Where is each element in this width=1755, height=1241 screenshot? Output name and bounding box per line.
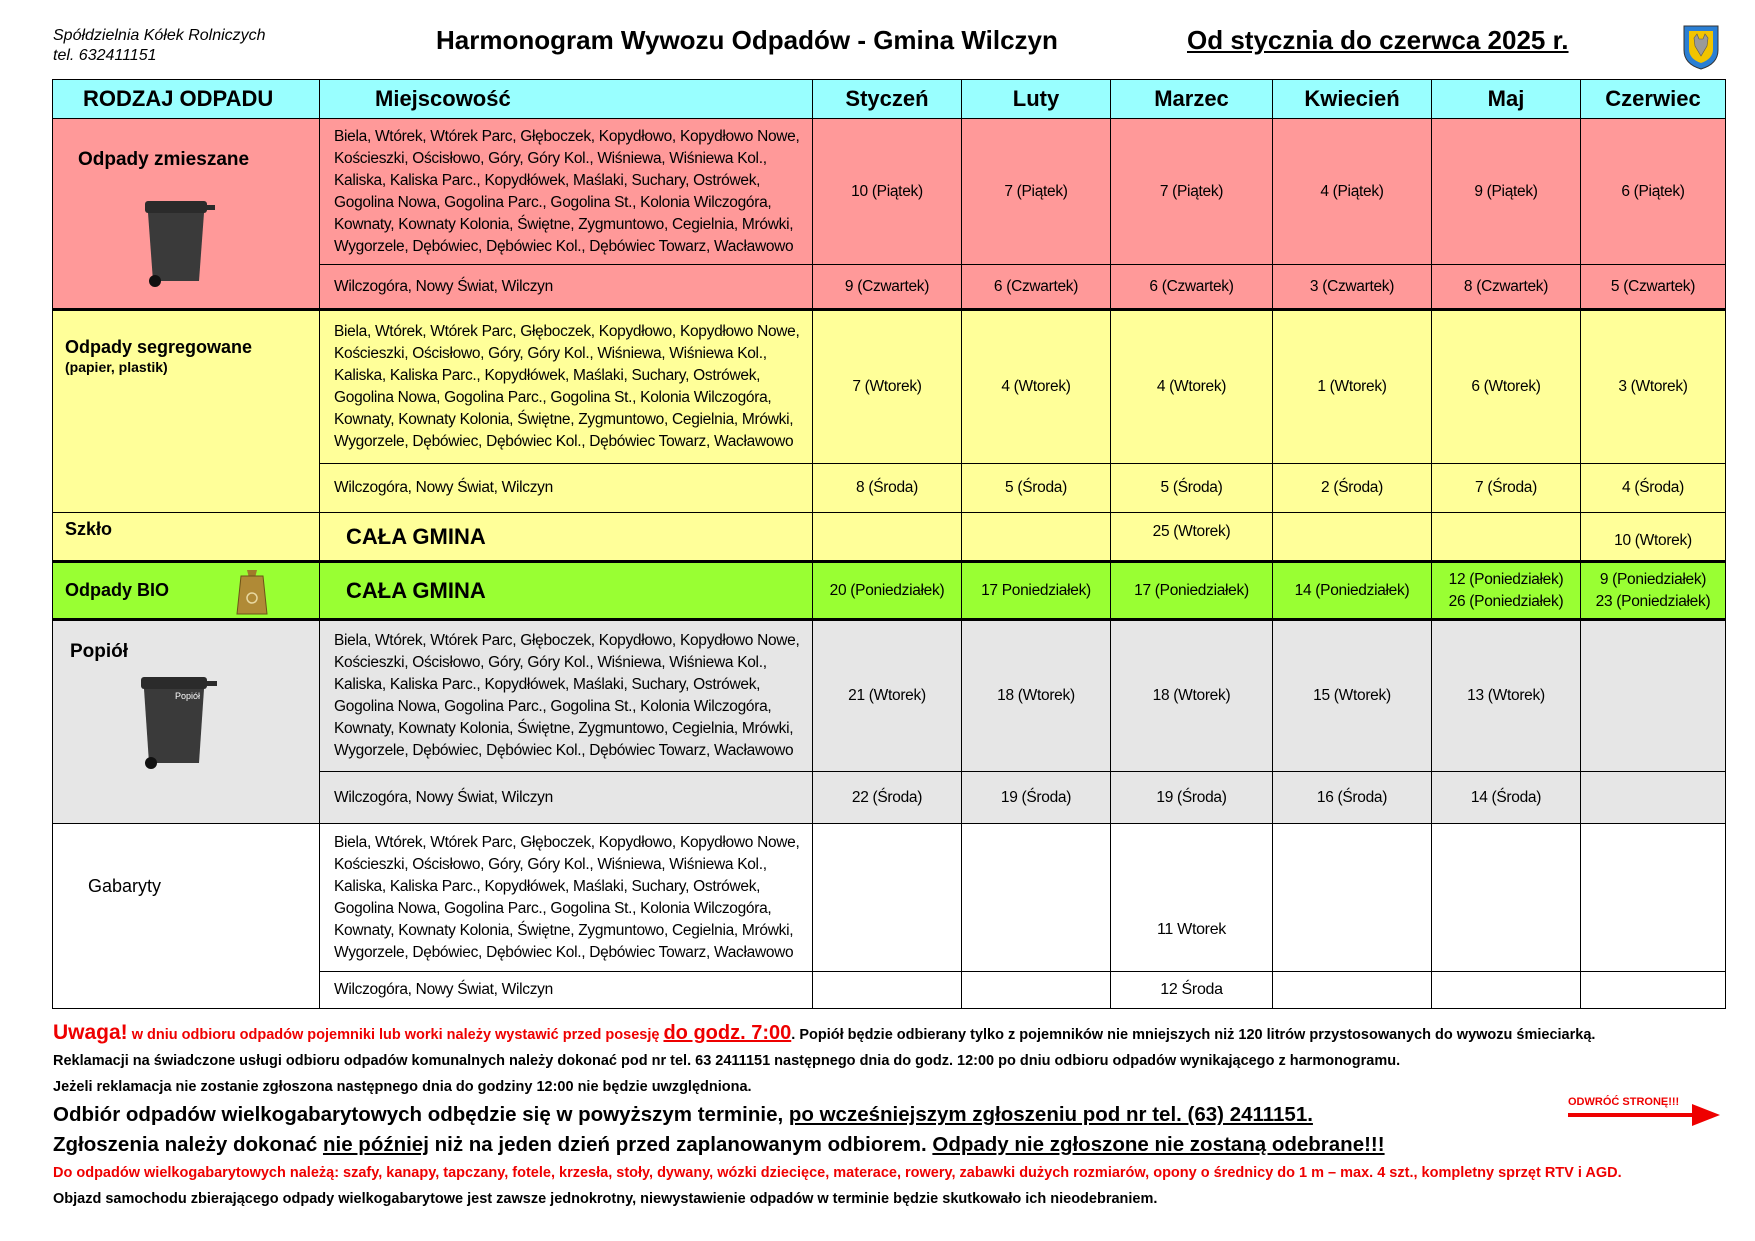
date-cell: 9 (Poniedziałek) 23 (Poniedziałek) bbox=[1581, 562, 1726, 620]
warning-label: Uwaga! bbox=[53, 1021, 128, 1044]
date-cell: 9 (Piątek) bbox=[1432, 119, 1581, 265]
waste-type-bulky bbox=[53, 824, 320, 1009]
date-cell: 9 (Czwartek) bbox=[813, 265, 962, 310]
column-header-type: RODZAJ ODPADU bbox=[53, 80, 320, 119]
note-deadline: do godz. 7:00 bbox=[663, 1022, 792, 1044]
towns-list: Biela, Wtórek, Wtórek Parc, Głęboczek, Kopydłowo, Kopydłowo Nowe, Kościeszki, Ościsłowo, Góry, Góry Kol., Wiśniewa, Wiśniewa Kol., Kaliska, Kaliska Parc., Kopydłówek, Maślaki, Suchary, Ostrówek, Gogolina Nowa, Gogolina Parc., Gogolina St., Kolonia Wilczogóra, Kownaty, Kownaty Kolonia, Świętne, Zygmuntowo, Cegielnia, Mrówki, Wygorzele, Dębówiec, Dębówiec Kol., Dębówiec Towarz, Wacławowo bbox=[320, 824, 813, 972]
note-text: niż na jeden dzień przed zaplanowanym odbiorem. bbox=[428, 1133, 933, 1156]
ash-bin-label: Popiół bbox=[175, 691, 201, 701]
note-line: Objazd samochodu zbierającego odpady wielkogabarytowe jest zawsze jednokrotny, niewystawienie odpadów w terminie będzie skutkowało ich nieodebraniem. bbox=[53, 1191, 1158, 1207]
date-cell: 3 (Wtorek) bbox=[1581, 310, 1726, 464]
schedule-period: Od stycznia do czerwca 2025 r. bbox=[1187, 25, 1569, 55]
table-row-sorted-long bbox=[53, 310, 1726, 464]
date-cell bbox=[1273, 824, 1432, 972]
organization-name: Spółdzielnia Kółek Rolniczych bbox=[53, 27, 266, 44]
trash-bin-icon bbox=[139, 197, 219, 291]
date-cell: 7 (Wtorek) bbox=[813, 310, 962, 464]
date-cell bbox=[813, 824, 962, 972]
date-cell: 22 (Środa) bbox=[813, 772, 962, 824]
organization-phone: tel. 632411151 bbox=[53, 47, 157, 64]
date-cell bbox=[813, 513, 962, 562]
date-cell: 2 (Środa) bbox=[1273, 464, 1432, 513]
table-row-mixed-long bbox=[53, 119, 1726, 265]
towns-list: Biela, Wtórek, Wtórek Parc, Głęboczek, Kopydłowo, Kopydłowo Nowe, Kościeszki, Ościsłowo, Góry, Góry Kol., Wiśniewa, Wiśniewa Kol., Kaliska, Kaliska Parc., Kopydłówek, Maślaki, Suchary, Ostrówek, Gogolina Nowa, Gogolina Parc., Gogolina St., Kolonia Wilczogóra, Kownaty, Kownaty Kolonia, Świętne, Zygmuntowo, Cegielnia, Mrówki, Wygorzele, Dębówiec, Dębówiec Kol., Dębówiec Towarz, Wacławowo bbox=[320, 620, 813, 772]
waste-type-label: Odpady BIO bbox=[65, 580, 170, 600]
towns-list: Biela, Wtórek, Wtórek Parc, Głęboczek, Kopydłowo, Kopydłowo Nowe, Kościeszki, Ościsłowo, Góry, Góry Kol., Wiśniewa, Wiśniewa Kol., Kaliska, Kaliska Parc., Kopydłówek, Maślaki, Suchary, Ostrówek, Gogolina Nowa, Gogolina Parc., Gogolina St., Kolonia Wilczogóra, Kownaty, Kownaty Kolonia, Świętne, Zygmuntowo, Cegielnia, Mrówki, Wygorzele, Dębówiec, Dębówiec Kol., Dębówiec Towarz, Wacławowo bbox=[320, 310, 813, 464]
column-header-month: Luty bbox=[962, 80, 1111, 119]
date-cell: 6 (Wtorek) bbox=[1432, 310, 1581, 464]
date-cell: 19 (Środa) bbox=[962, 772, 1111, 824]
note-text: Odpady nie zgłoszone nie zostaną odebrane!!! bbox=[932, 1133, 1385, 1156]
towns-list: Wilczogóra, Nowy Świat, Wilczyn bbox=[320, 972, 813, 1009]
page-title: Harmonogram Wywozu Odpadów - Gmina Wilczyn bbox=[436, 25, 1058, 55]
date-cell: 8 (Czwartek) bbox=[1432, 265, 1581, 310]
bio-bag-icon bbox=[235, 568, 269, 618]
column-header-locality: Miejscowość bbox=[320, 80, 813, 119]
date-cell: 12 Środa bbox=[1111, 972, 1273, 1009]
table-row-bulky-long bbox=[53, 824, 1726, 972]
note-line: Jeżeli reklamacja nie zostanie zgłoszona następnego dnia do godziny 12:00 nie będzie uwzględniona. bbox=[53, 1079, 752, 1095]
waste-type-label: Odpady zmieszane bbox=[78, 149, 250, 170]
towns-list: Wilczogóra, Nowy Świat, Wilczyn bbox=[320, 265, 813, 310]
note-line bbox=[53, 1020, 1703, 1048]
date-cell bbox=[813, 972, 962, 1009]
towns-list: Wilczogóra, Nowy Świat, Wilczyn bbox=[320, 772, 813, 824]
date-cell: 4 (Środa) bbox=[1581, 464, 1726, 513]
date-cell bbox=[1273, 513, 1432, 562]
date-cell bbox=[1581, 972, 1726, 1009]
waste-type-sorted bbox=[53, 310, 320, 513]
ash-bin bbox=[133, 673, 223, 773]
organization-info bbox=[53, 26, 266, 66]
column-header-month: Marzec bbox=[1111, 80, 1273, 119]
schedule-table bbox=[52, 79, 1726, 1009]
date-cell: 5 (Środa) bbox=[962, 464, 1111, 513]
whole-commune-label: CAŁA GMINA bbox=[320, 562, 813, 620]
date-cell: 14 (Środa) bbox=[1432, 772, 1581, 824]
turn-page-label: ODWRÓĆ STRONĘ!!! bbox=[1568, 1096, 1680, 1108]
note-text: nie później bbox=[322, 1133, 429, 1156]
note-line: Do odpadów wielkogabarytowych należą: szafy, kanapy, tapczany, fotele, krzesła, stoły, dywany, wózki dziecięce, materace, rowery, zabawki dużych rozmiarów, opony o średnicy do 1 m – max. 4 szt., kompletny sprzęt RTV i AGD. bbox=[53, 1165, 1622, 1181]
date-cell: 15 (Wtorek) bbox=[1273, 620, 1432, 772]
ash-bin-icon bbox=[133, 673, 223, 773]
waste-type-mixed bbox=[53, 119, 320, 310]
date-cell bbox=[1581, 772, 1726, 824]
date-cell: 10 (Wtorek) bbox=[1581, 513, 1726, 562]
date-cell: 21 (Wtorek) bbox=[813, 620, 962, 772]
date-cell bbox=[1432, 824, 1581, 972]
note-text: Zgłoszenia należy dokonać bbox=[53, 1133, 323, 1156]
date-cell: 6 (Czwartek) bbox=[1111, 265, 1273, 310]
date-cell: 17 (Poniedziałek) bbox=[1111, 562, 1273, 620]
date-cell: 8 (Środa) bbox=[813, 464, 962, 513]
column-header-month: Maj bbox=[1432, 80, 1581, 119]
note-phone: po wcześniejszym zgłoszeniu pod nr tel. (63) 2411151. bbox=[788, 1103, 1313, 1126]
column-header-month: Czerwiec bbox=[1581, 80, 1726, 119]
towns-list: Wilczogóra, Nowy Świat, Wilczyn bbox=[320, 464, 813, 513]
waste-type-ash bbox=[53, 620, 320, 824]
date-cell bbox=[962, 824, 1111, 972]
date-cell: 18 (Wtorek) bbox=[1111, 620, 1273, 772]
column-header-month: Kwiecień bbox=[1273, 80, 1432, 119]
note-text: Odbiór odpadów wielkogabarytowych odbędzie się w powyższym terminie, bbox=[53, 1103, 789, 1126]
note-text: . Popiół będzie odbierany tylko z pojemników nie mniejszych niż 120 litrów przystosowanych do wywozu śmieciarką. bbox=[791, 1027, 1596, 1043]
table-header-row bbox=[53, 80, 1726, 119]
date-cell bbox=[962, 972, 1111, 1009]
date-cell: 6 (Piątek) bbox=[1581, 119, 1726, 265]
waste-type-glass bbox=[53, 513, 320, 562]
date-cell: 17 Poniedziałek) bbox=[962, 562, 1111, 620]
date-cell: 1 (Wtorek) bbox=[1273, 310, 1432, 464]
whole-commune-label: CAŁA GMINA bbox=[320, 513, 813, 562]
date-cell: 7 (Piątek) bbox=[1111, 119, 1273, 265]
waste-type-label: Odpady segregowane bbox=[65, 337, 253, 357]
date-cell: 25 (Wtorek) bbox=[1111, 513, 1273, 562]
date-cell: 20 (Poniedziałek) bbox=[813, 562, 962, 620]
waste-type-label: Szkło bbox=[65, 519, 113, 539]
note-line: Reklamacji na świadczone usługi odbioru odpadów komunalnych należy dokonać pod nr tel. 63 2411151 następnego dnia do godz. 12:00 po dniu odbioru odpadów wynikającego z harmonogramu. bbox=[53, 1053, 1401, 1069]
date-cell bbox=[1432, 972, 1581, 1009]
waste-type-sublabel: (papier, plastik) bbox=[65, 359, 168, 375]
notes-section bbox=[53, 1020, 1703, 1212]
date-cell: 7 (Piątek) bbox=[962, 119, 1111, 265]
date-cell: 3 (Czwartek) bbox=[1273, 265, 1432, 310]
waste-type-label: Gabaryty bbox=[88, 876, 162, 896]
date-cell: 4 (Wtorek) bbox=[962, 310, 1111, 464]
date-cell bbox=[1581, 824, 1726, 972]
date-cell: 6 (Czwartek) bbox=[962, 265, 1111, 310]
date-cell bbox=[1432, 513, 1581, 562]
date-cell: 16 (Środa) bbox=[1273, 772, 1432, 824]
date-cell: 11 Wtorek bbox=[1111, 824, 1273, 972]
note-text: w dniu odbioru odpadów pojemniki lub worki należy wystawić przed posesję bbox=[127, 1027, 664, 1043]
note-line bbox=[53, 1130, 1703, 1160]
date-cell: 5 (Czwartek) bbox=[1581, 265, 1726, 310]
table-row-bio bbox=[53, 562, 1726, 620]
date-cell: 18 (Wtorek) bbox=[962, 620, 1111, 772]
date-cell: 12 (Poniedziałek) 26 (Poniedziałek) bbox=[1432, 562, 1581, 620]
table-row-glass bbox=[53, 513, 1726, 562]
date-cell: 4 (Wtorek) bbox=[1111, 310, 1273, 464]
coat-of-arms-icon bbox=[1682, 24, 1720, 70]
note-line bbox=[53, 1100, 1703, 1130]
date-cell: 4 (Piątek) bbox=[1273, 119, 1432, 265]
towns-list: Biela, Wtórek, Wtórek Parc, Głęboczek, Kopydłowo, Kopydłowo Nowe, Kościeszki, Ościsłowo, Góry, Góry Kol., Wiśniewa, Wiśniewa Kol., Kaliska, Kaliska Parc., Kopydłówek, Maślaki, Suchary, Ostrówek, Gogolina Nowa, Gogolina Parc., Gogolina St., Kolonia Wilczogóra, Kownaty, Kownaty Kolonia, Świętne, Zygmuntowo, Cegielnia, Mrówki, Wygorzele, Dębówiec, Dębówiec Kol., Dębówiec Towarz, Wacławowo bbox=[320, 119, 813, 265]
date-cell bbox=[1273, 972, 1432, 1009]
table-row-ash-long bbox=[53, 620, 1726, 772]
date-cell: 10 (Piątek) bbox=[813, 119, 962, 265]
date-cell bbox=[962, 513, 1111, 562]
column-header-month: Styczeń bbox=[813, 80, 962, 119]
date-cell: 14 (Poniedziałek) bbox=[1273, 562, 1432, 620]
waste-type-bio bbox=[53, 562, 320, 620]
date-cell bbox=[1581, 620, 1726, 772]
date-cell: 5 (Środa) bbox=[1111, 464, 1273, 513]
waste-type-label: Popiół bbox=[70, 641, 129, 662]
date-cell: 13 (Wtorek) bbox=[1432, 620, 1581, 772]
date-cell: 19 (Środa) bbox=[1111, 772, 1273, 824]
date-cell: 7 (Środa) bbox=[1432, 464, 1581, 513]
arrow-right-icon bbox=[1568, 1102, 1720, 1128]
